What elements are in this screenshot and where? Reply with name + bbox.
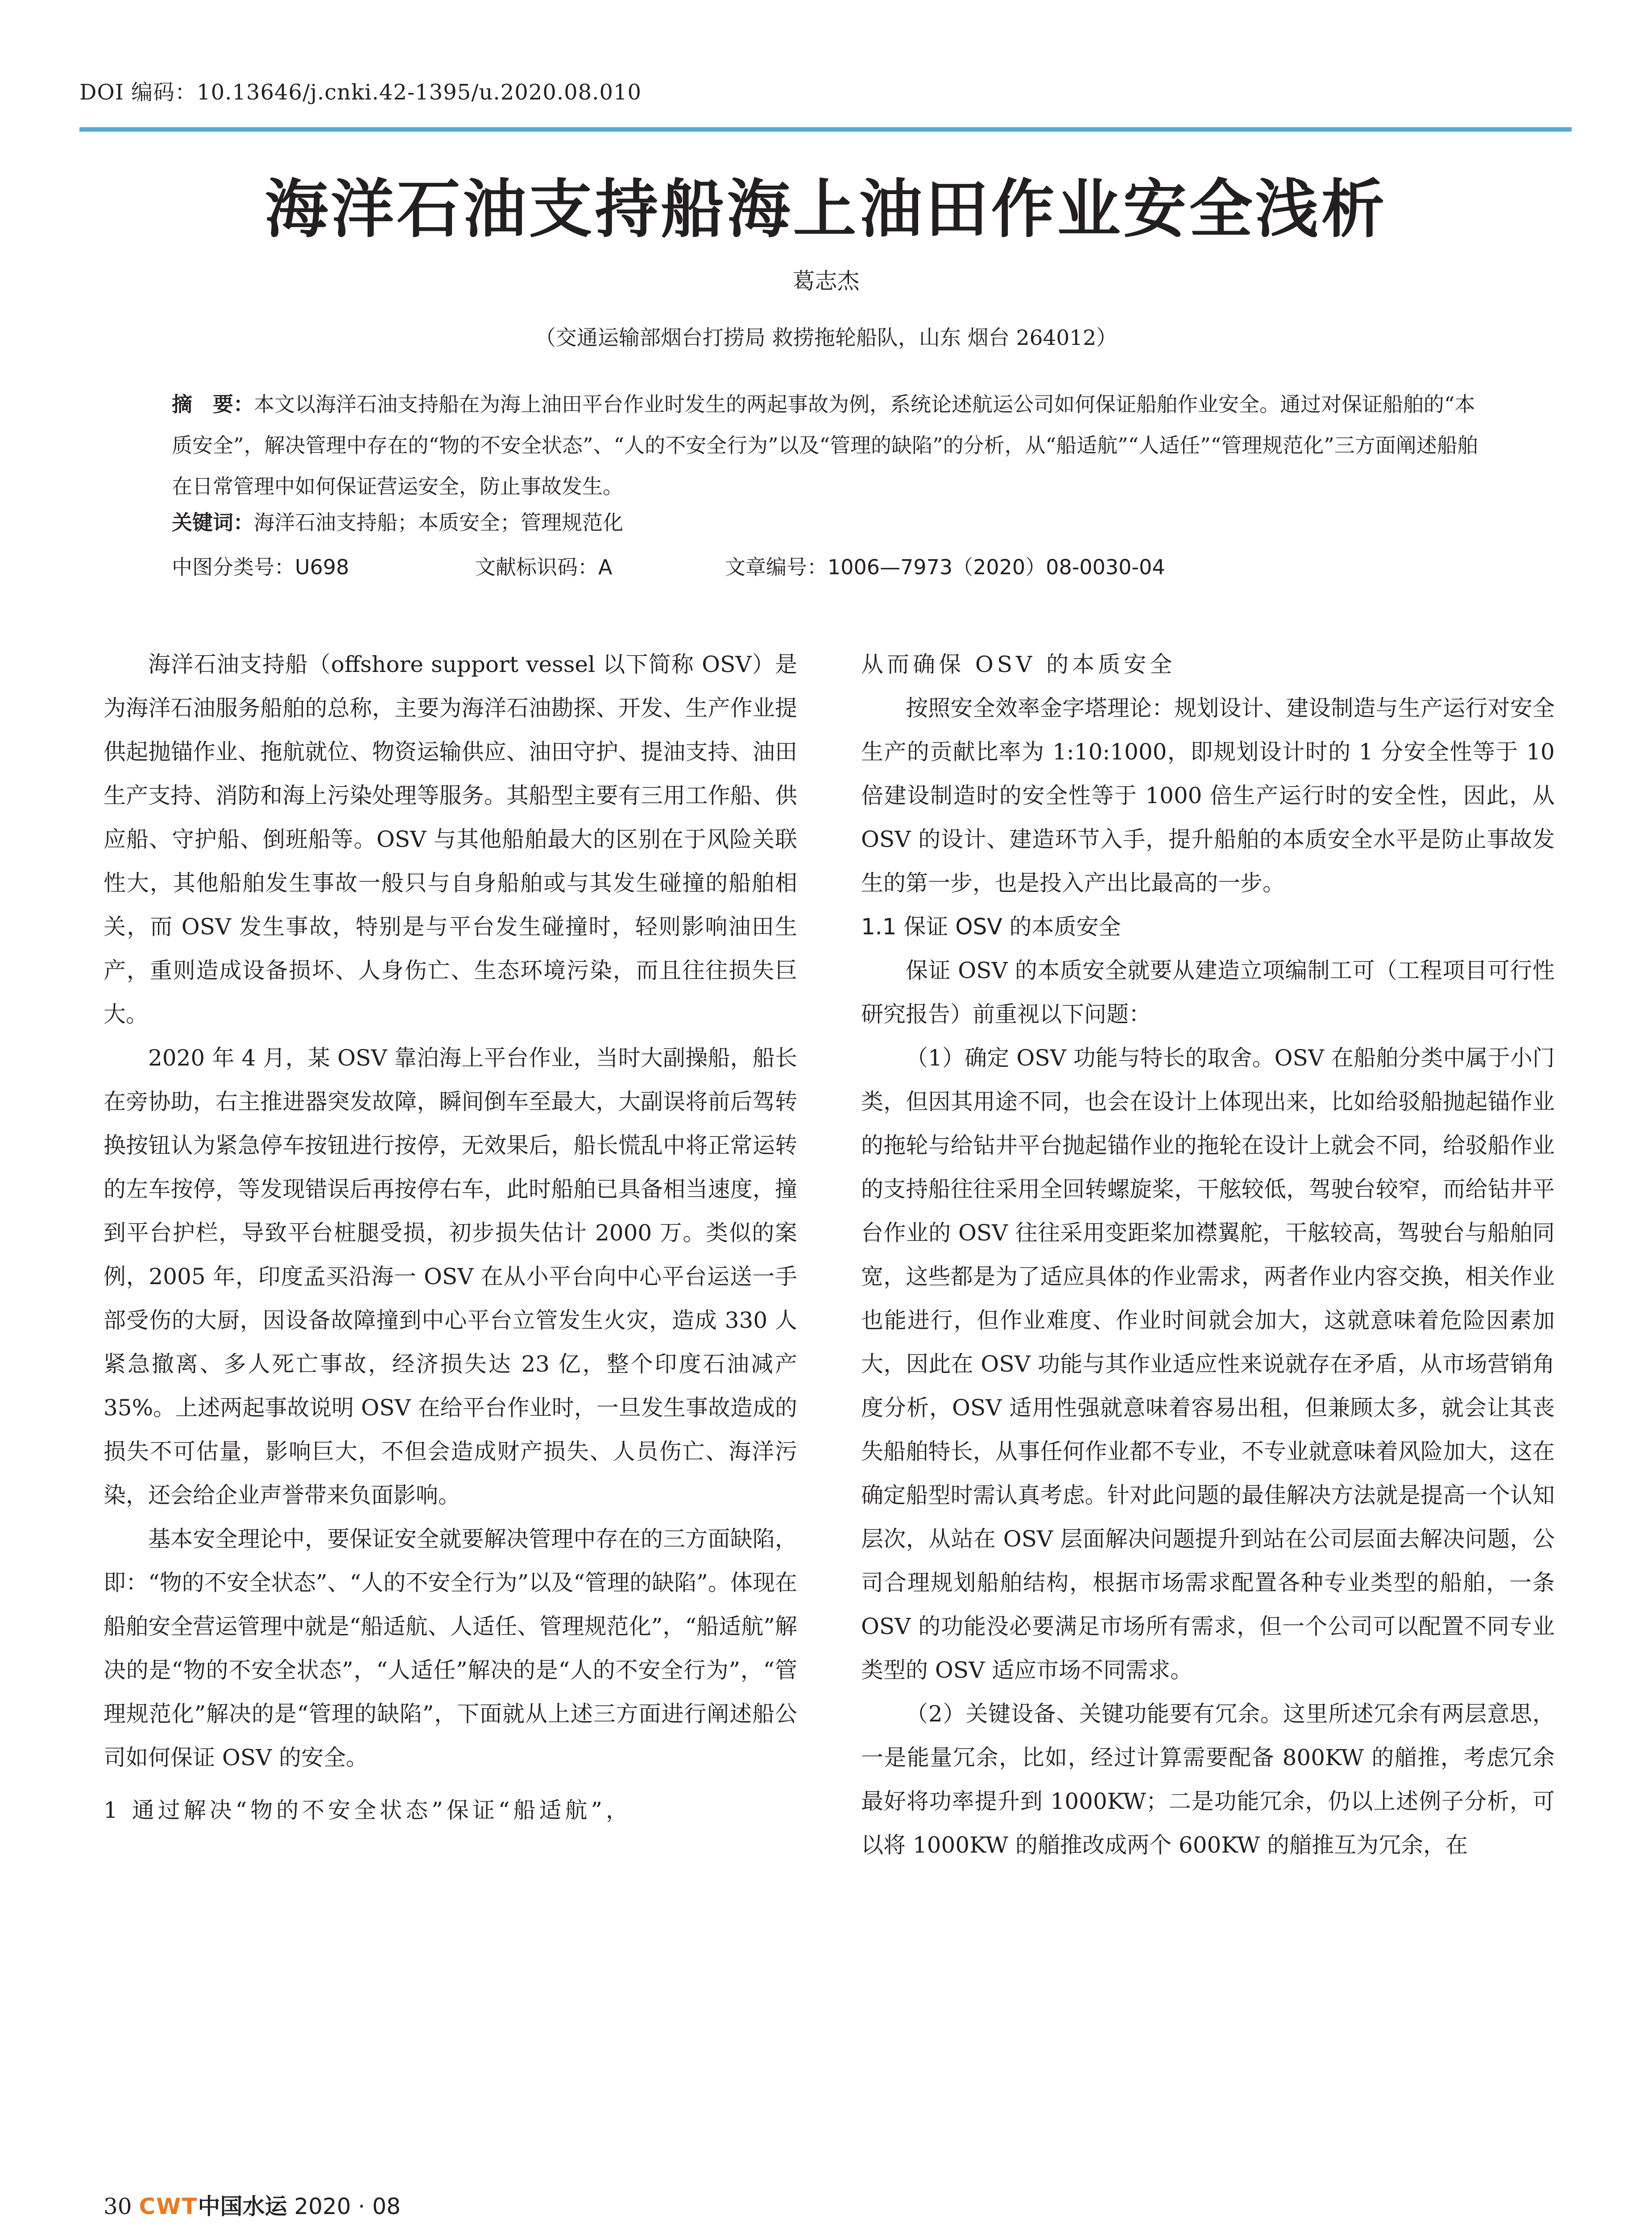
abstract-text: 本文以海洋石油支持船在为海上油田平台作业时发生的两起事故为例，系统论述航运公司如何保证船舶作业安全。通过对保证船舶的“本质安全”，解决管理中存在的“物的不安全状态”、“人的不安全行为”以及“管理的缺陷”的分析，从“船适航”“人适任”“管理规范化”三方面阐述船舶在日常管理中如何保证营运安全，防止事故发生。 (172, 392, 1478, 498)
page-footer (104, 2189, 401, 2221)
author-name: 葛志杰 (792, 268, 860, 294)
page-number: 30 (104, 2194, 132, 2219)
abstract-label: 摘 要： (172, 392, 254, 416)
left-column (104, 643, 797, 1832)
abstract (172, 384, 1492, 507)
subsection-heading-1-1: 1.1 保证 OSV 的本质安全 (861, 914, 1121, 940)
article-number: 文章编号：1006—7973（2020）08-0030-04 (725, 555, 1165, 579)
journal-name: 中国水运 (198, 2194, 287, 2219)
doi-line: DOI 编码：10.13646/j.cnki.42-1395/u.2020.08.010 (79, 80, 642, 105)
body-paragraph: 按照安全效率金字塔理论：规划设计、建设制造与生产运行对安全生产的贡献比率为 1:10:1000，即规划设计时的 1 分安全性等于 10 倍建设制造时的安全性等于 1000 倍生产运行时的安全性，因此，从 OSV 的设计、建造环节入手，提升船舶的本质安全水平是防止事故发生的第一步，也是投入产出比最高的一步。 (861, 695, 1555, 896)
body-paragraph: （1）确定 OSV 功能与特长的取舍。OSV 在船舶分类中属于小门类，但因其用途不同，也会在设计上体现出来，比如给驳船抛起锚作业的拖轮与给钻井平台抛起锚作业的拖轮在设计上就会不同，给驳船作业的支持船往往采用全回转螺旋桨，干舷较低，驾驶台较窄，而给钻井平台作业的 OSV 往往采用变距桨加襟翼舵，干舷较高，驾驶台与船舶同宽，这些都是为了适应具体的作业需求，两者作业内容交换，相关作业也能进行，但作业难度、作业时间就会加大，这就意味着危险因素加大，因此在 OSV 功能与其作业适应性来说就存在矛盾，从市场营销角度分析，OSV 适用性强就意味着容易出租，但兼顾太多，就会让其丧失船舶特长，从事任何作业都不专业，不专业就意味着风险加大，这在确定船型时需认真考虑。针对此问题的最佳解决方法就是提高一个认知层次，从站在 OSV 层面解决问题提升到站在公司层面去解决问题，公司合理规划船舶结构，根据市场需求配置各种专业类型的船舶，一条 OSV 的功能没必要满足市场所有需求，但一个公司可以配置不同专业类型的 OSV 适应市场不同需求。 (861, 1045, 1555, 1683)
body-paragraph: 基本安全理论中，要保证安全就要解决管理中存在的三方面缺陷，即：“物的不安全状态”、“人的不安全行为”以及“管理的缺陷”。体现在船舶安全营运管理中就是“船适航、人适任、管理规范化”，“船适航”解决的是“物的不安全状态”，“人适任”解决的是“人的不安全行为”，“管理规范化”解决的是“管理的缺陷”，下面就从上述三方面进行阐述船公司如何保证 OSV 的安全。 (104, 1526, 797, 1771)
clc-number: 中图分类号：U698 (172, 555, 349, 579)
author-affiliation: （交通运输部烟台打捞局 救捞拖轮船队，山东 烟台 264012） (534, 326, 1118, 350)
keywords-text: 海洋石油支持船；本质安全；管理规范化 (254, 510, 623, 535)
right-column (861, 643, 1555, 1867)
section-heading-1: 1 通过解决“物的不安全状态”保证“船适航”， (104, 1797, 632, 1823)
section-heading-1-continued: 从而确保 OSV 的本质安全 (861, 651, 1176, 677)
body-paragraph: （2）关键设备、关键功能要有冗余。这里所述冗余有两层意思，一是能量冗余，比如，经过计算需要配备 800KW 的艏推，考虑冗余最好将功率提升到 1000KW；二是功能冗余，仍以上述例子分析，可以将 1000KW 的艏推改成两个 600KW 的艏推互为冗余，在 (861, 1701, 1555, 1858)
article-title: 海洋石油支持船海上油田作业安全浅析 (265, 172, 1387, 246)
keywords (172, 506, 623, 536)
document-code: 文献标识码：A (475, 555, 613, 579)
body-paragraph: 2020 年 4 月，某 OSV 靠泊海上平台作业，当时大副操船，船长在旁协助，右主推进器突发故障，瞬间倒车至最大，大副误将前后驾转换按钮认为紧急停车按钮进行按停，无效果后，船长慌乱中将正常运转的左车按停，等发现错误后再按停右车，此时船舶已具备相当速度，撞到平台护栏，导致平台桩腿受损，初步损失估计 2000 万。类似的案例，2005 年，印度孟买沿海一 OSV 在从小平台向中心平台运送一手部受伤的大厨，因设备故障撞到中心平台立管发生火灾，造成 330 人紧急撤离、多人死亡事故，经济损失达 23 亿，整个印度石油减产 35%。上述两起事故说明 OSV 在给平台作业时，一旦发生事故造成的损失不可估量，影响巨大，不但会造成财产损失、人员伤亡、海洋污染，还会给企业声誉带来负面影响。 (104, 1045, 797, 1508)
keywords-label: 关键词： (172, 510, 254, 535)
body-paragraph: 海洋石油支持船（offshore support vessel 以下简称 OSV）是为海洋石油服务船舶的总称，主要为海洋石油勘探、开发、生产作业提供起抛锚作业、拖航就位、物资运输供应、油田守护、提油支持、油田生产支持、消防和海上污染处理等服务。其船型主要有三用工作船、供应船、守护船、倒班船等。OSV 与其他船舶最大的区别在于风险关联性大，其他船舶发生事故一般只与自身船舶或与其发生碰撞的船舶相关，而 OSV 发生事故，特别是与平台发生碰撞时，轻则影响油田生产，重则造成设备损坏、人身伤亡、生态环境污染，而且往往损失巨大。 (104, 651, 797, 1027)
journal-issue: 2020 · 08 (294, 2194, 401, 2219)
journal-logo-cwt: CWT (139, 2194, 198, 2219)
header-rule (79, 127, 1572, 132)
body-paragraph: 保证 OSV 的本质安全就要从建造立项编制工可（工程项目可行性研究报告）前重视以下问题： (861, 958, 1555, 1027)
